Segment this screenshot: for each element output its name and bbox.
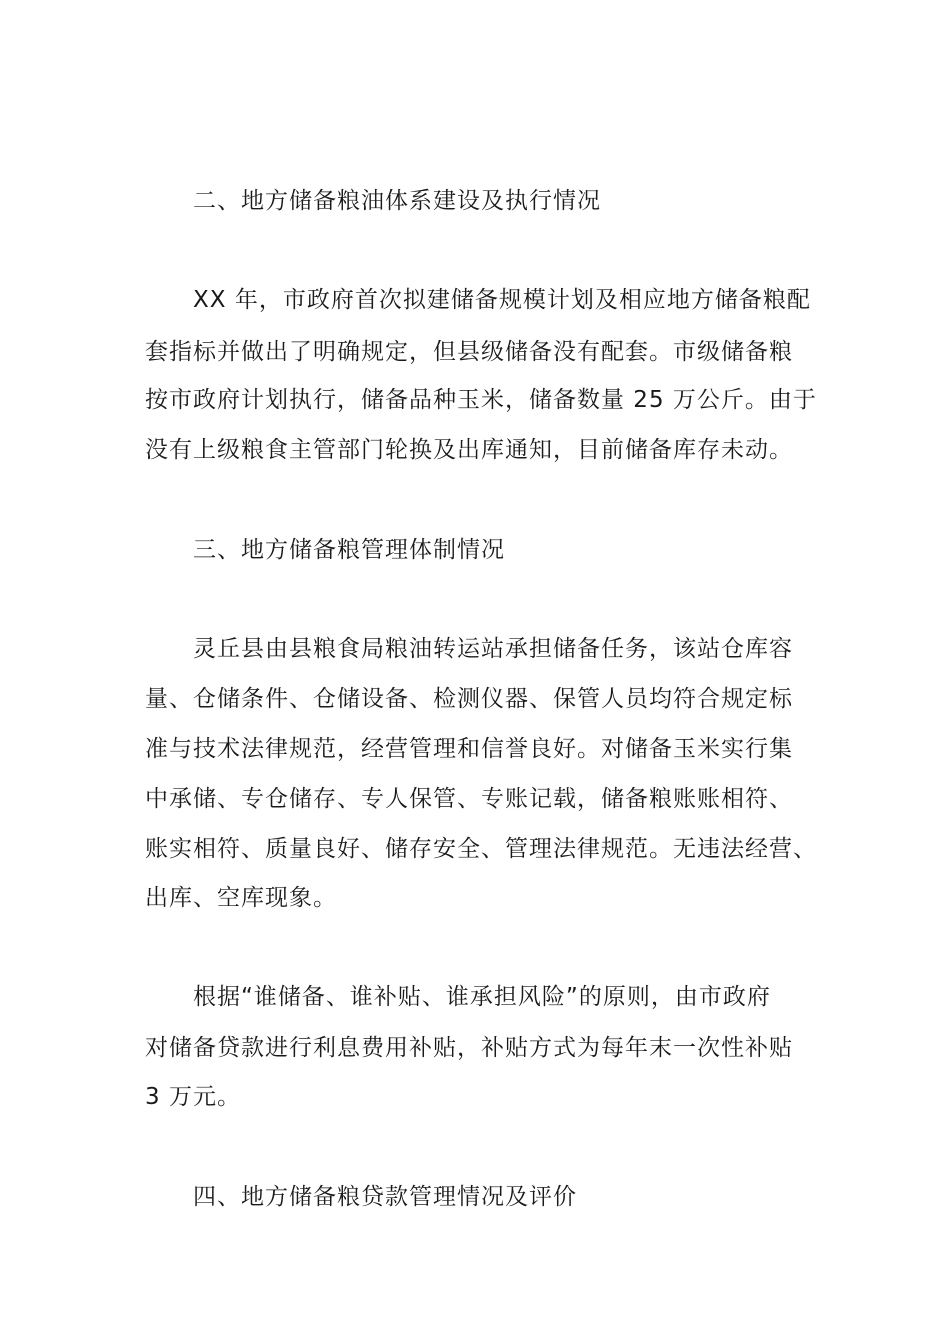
section-heading-2: 二、地方储备粮油体系建设及执行情况 — [193, 188, 601, 214]
paragraph-line: 3 万元。 — [145, 1084, 241, 1110]
paragraph-line: 出库、空库现象。 — [145, 885, 337, 911]
section-heading-3: 三、地方储备粮管理体制情况 — [193, 537, 505, 563]
paragraph-line: XX 年，市政府首次拟建储备规模计划及相应地方储备粮配 — [193, 287, 811, 313]
section-heading-4: 四、地方储备粮贷款管理情况及评价 — [193, 1184, 577, 1210]
paragraph-line: 账实相符、质量良好、储存安全、管理法律规范。无违法经营、 — [145, 836, 817, 862]
paragraph-line: 量、仓储条件、仓储设备、检测仪器、保管人员均符合规定标 — [145, 686, 793, 712]
paragraph-line: 套指标并做出了明确规定，但县级储备没有配套。市级储备粮 — [145, 339, 793, 365]
paragraph-line: 准与技术法律规范，经营管理和信誉良好。对储备玉米实行集 — [145, 736, 793, 762]
paragraph-line: 中承储、专仓储存、专人保管、专账记载，储备粮账账相符、 — [145, 786, 793, 812]
paragraph-line: 灵丘县由县粮食局粮油转运站承担储备任务，该站仓库容 — [193, 636, 793, 662]
paragraph-line: 按市政府计划执行，储备品种玉米，储备数量 25 万公斤。由于 — [145, 387, 817, 413]
paragraph-line: 没有上级粮食主管部门轮换及出库通知，目前储备库存未动。 — [145, 437, 793, 463]
paragraph-line: 对储备贷款进行利息费用补贴，补贴方式为每年末一次性补贴 — [145, 1035, 793, 1061]
paragraph-line: 根据“谁储备、谁补贴、谁承担风险”的原则，由市政府 — [193, 984, 771, 1010]
